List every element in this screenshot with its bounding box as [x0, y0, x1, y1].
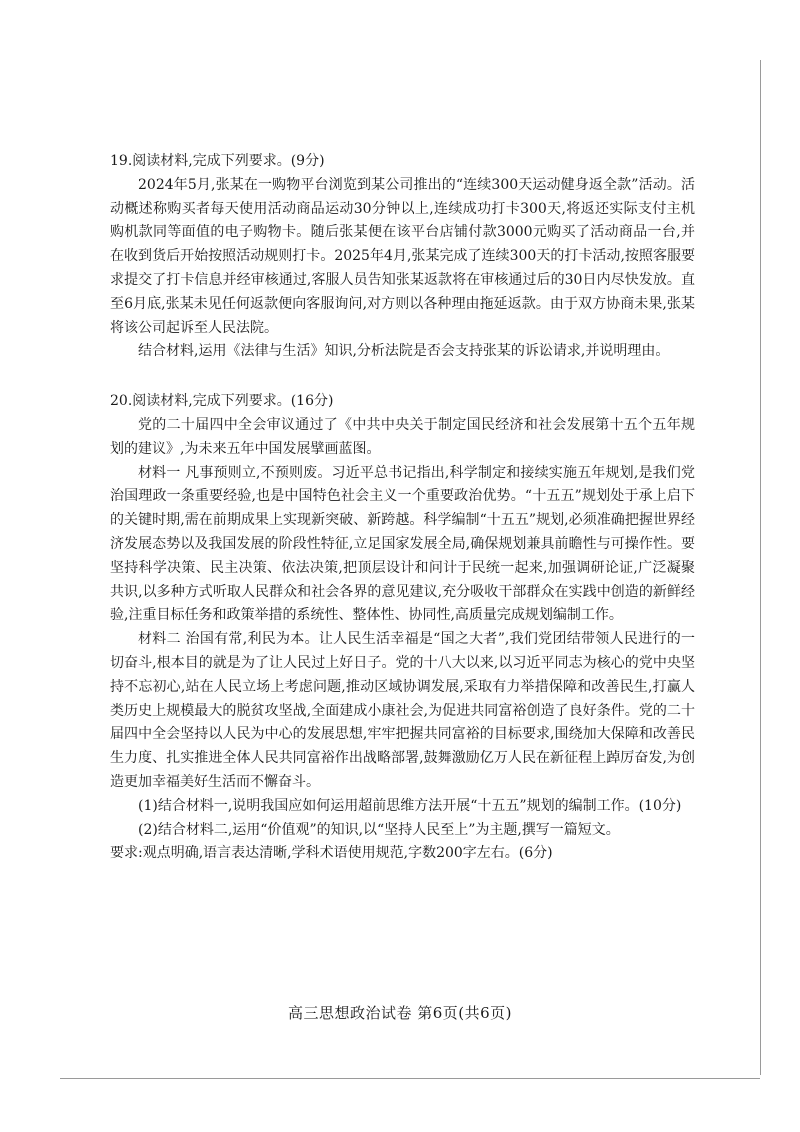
- question-19-heading: 19.阅读材料,完成下列要求。(9分): [110, 153, 325, 169]
- question-19-material: 2024年5月,张某在一购物平台浏览到某公司推出的“连续300天运动健身返全款”活动。活动概述称购买者每天使用活动商品运动30分钟以上,连续成功打卡300天,将返还实际支付主机购机款同等面值的电子购物卡。随后张某便在该平台店铺付款3000元购买了活动商品一台,并在收到货后开始按照活动规则打卡。2025年4月,张某完成了连续300天的打卡活动,按照客服要求提交了打卡信息并经审核通过,客服人员告知张某返款将在审核通过后的30日内尽快发放。直至6月底,张某未见任何返款便向客服询问,对方则以各种理由拖延返款。由于双方协商未果,张某将该公司起诉至人民法院。: [110, 176, 695, 336]
- question-gap: [110, 364, 695, 390]
- page-bottom-line: [60, 1078, 760, 1079]
- question-20-task-2-line-2: 要求:观点明确,语言表达清晰,学科术语使用规范,字数200字左右。(6分): [110, 845, 553, 862]
- page-footer: 高三思想政治试卷 第6页(共6页): [287, 1004, 513, 1022]
- question-20-intro: 党的二十届四中全会审议通过了《中共中央关于制定国民经济和社会发展第十五个五年规划的建议》,为未来五年中国发展擘画蓝图。: [110, 416, 695, 457]
- question-20-task-1: (1)结合材料一,说明我国应如何运用超前思维方法开展“十五五”规划的编制工作。(10分): [138, 797, 682, 814]
- page-edge-line: [760, 60, 761, 1075]
- question-20-material-2: 材料二 治国有常,利民为本。让人民生活幸福是“国之大者”,我们党团结带领人民进行的一切奋斗,根本目的就是为了让人民过上好日子。党的十八大以来,以习近平同志为核心的党中央坚持不忘初心,站在人民立场上考虑问题,推动区域协调发展,采取有力举措保障和改善民生,打赢人类历史上规模最大的脱贫攻坚战,全面建成小康社会,为促进共同富裕创造了良好条件。党的二十届四中全会坚持以人民为中心的发展思想,牢牢把握共同富裕的目标要求,围绕加大保障和改善民生力度、扎实推进全体人民共同富裕作出战略部署,鼓舞激励亿万人民在新征程上踔厉奋发,为创造更加幸福美好生活而不懈奋斗。: [110, 631, 695, 790]
- question-20-material-1: 材料一 凡事预则立,不预则废。习近平总书记指出,科学制定和接续实施五年规划,是我们党治国理政一条重要经验,也是中国特色社会主义一个重要政治优势。“十五五”规划处于承上启下的关键时期,需在前期成果上实现新突破、新跨越。科学编制“十五五”规划,必须准确把握世界经济发展态势以及我国发展的阶段性特征,立足国家发展全局,确保规划兼具前瞻性与可操作性。要坚持科学决策、民主决策、依法决策,把顶层设计和问计于民统一起来,加强调研论证,广泛凝聚共识,以多种方式听取人民群众和社会各界的意见建议,充分吸收干部群众在实践中创造的新鲜经验,注重目标任务和政策举措的系统性、整体性、协同性,高质量完成规划编制工作。: [110, 464, 695, 624]
- question-20-heading: 20.阅读材料,完成下列要求。(16分): [110, 393, 334, 410]
- question-19-task: 结合材料,运用《法律与生活》知识,分析法院是否会支持张某的诉讼请求,并说明理由。: [138, 343, 670, 360]
- question-20-task-2-line-1: (2)结合材料二,运用“价值观”的知识,以“坚持人民至上”为主题,撰写一篇短文。: [138, 821, 620, 838]
- page-content: [110, 150, 695, 866]
